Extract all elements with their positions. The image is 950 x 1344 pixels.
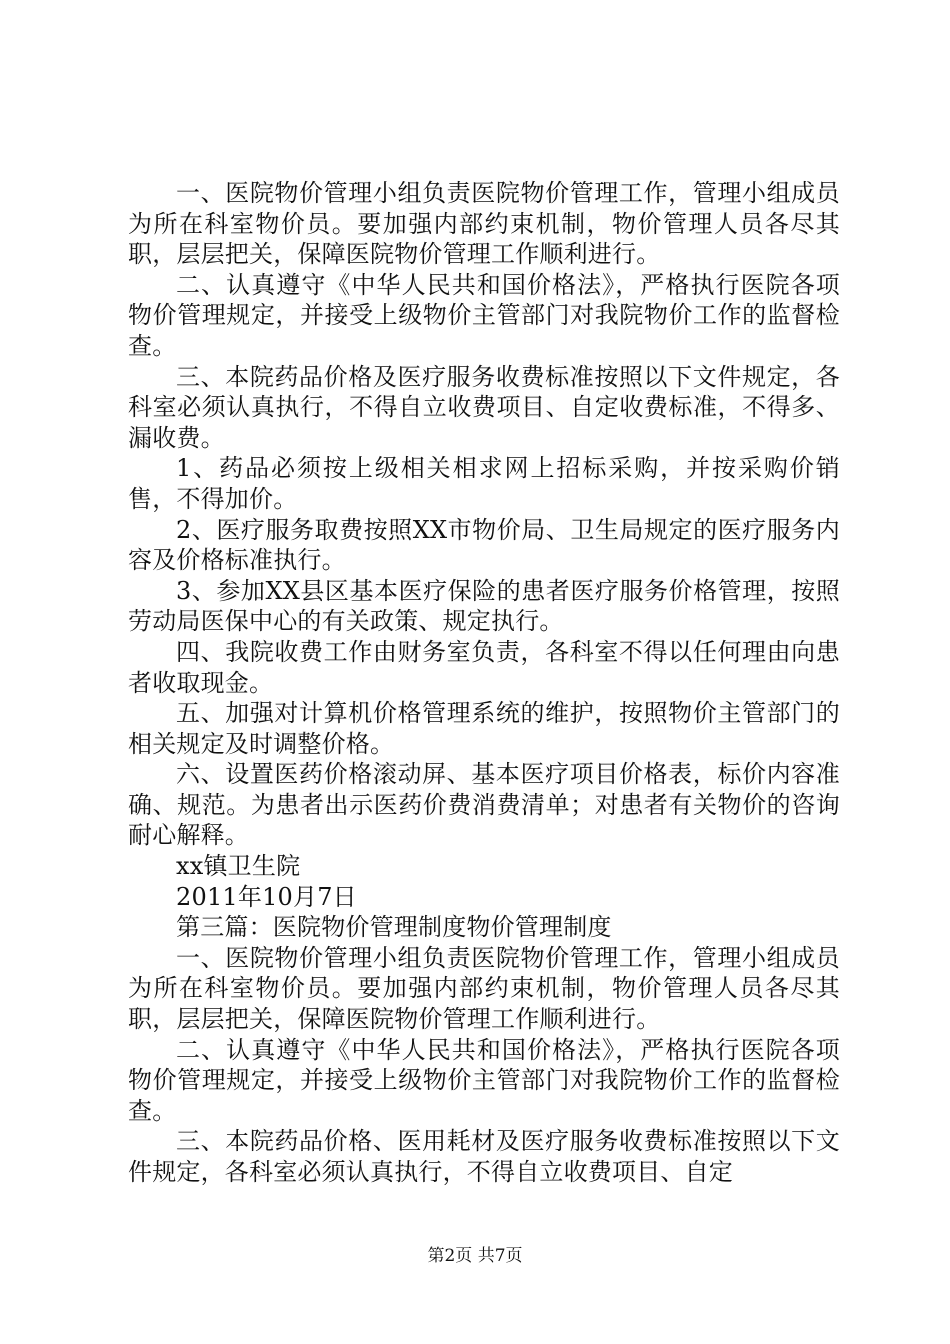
document-body [128,178,840,1188]
paragraph: 3、参加XX县区基本医疗保险的患者医疗服务价格管理，按照劳动局医保中心的有关政策、规定执行。 [128,576,840,636]
paragraph: 五、加强对计算机价格管理系统的维护，按照物价主管部门的相关规定及时调整价格。 [128,699,840,758]
paragraph: 三、本院药品价格、医用耗材及医疗服务收费标准按照以下文件规定，各科室必须认真执行，不得自立收费项目、自定 [128,1127,840,1186]
paragraph: 二、认真遵守《中华人民共和国价格法》，严格执行医院各项物价管理规定，并接受上级物价主管部门对我院物价工作的监督检查。 [128,1035,840,1125]
paragraph: 一、医院物价管理小组负责医院物价管理工作，管理小组成员为所在科室物价员。要加强内部约束机制，物价管理人员各尽其职，层层把关，保障医院物价管理工作顺利进行。 [128,943,840,1034]
paragraph: 三、本院药品价格及医疗服务收费标准按照以下文件规定，各科室必须认真执行，不得自立收费项目、自定收费标准，不得多、漏收费。 [128,362,840,452]
signature-date: 2011年10月7日 [176,882,357,911]
paragraph: 1、药品必须按上级相关相求网上招标采购，并按采购价销售，不得加价。 [128,454,840,513]
paragraph: 二、认真遵守《中华人民共和国价格法》，严格执行医院各项物价管理规定，并接受上级物价主管部门对我院物价工作的监督检查。 [128,270,840,360]
paragraph: 2、医疗服务取费按照XX市物价局、卫生局规定的医疗服务内容及价格标准执行。 [128,515,840,575]
signature-organization: xx镇卫生院 [176,852,301,881]
paragraph: 六、设置医药价格滚动屏、基本医疗项目价格表，标价内容准确、规范。为患者出示医药价费消费清单；对患者有关物价的咨询耐心解释。 [128,760,840,850]
section-heading: 第三篇：医院物价管理制度物价管理制度 [176,913,612,942]
page-footer: 第2页 共7页 [427,1246,523,1266]
paragraph: 一、医院物价管理小组负责医院物价管理工作，管理小组成员为所在科室物价员。要加强内部约束机制，物价管理人员各尽其职，层层把关，保障医院物价管理工作顺利进行。 [128,179,840,269]
paragraph: 四、我院收费工作由财务室负责，各科室不得以任何理由向患者收取现金。 [128,637,840,697]
